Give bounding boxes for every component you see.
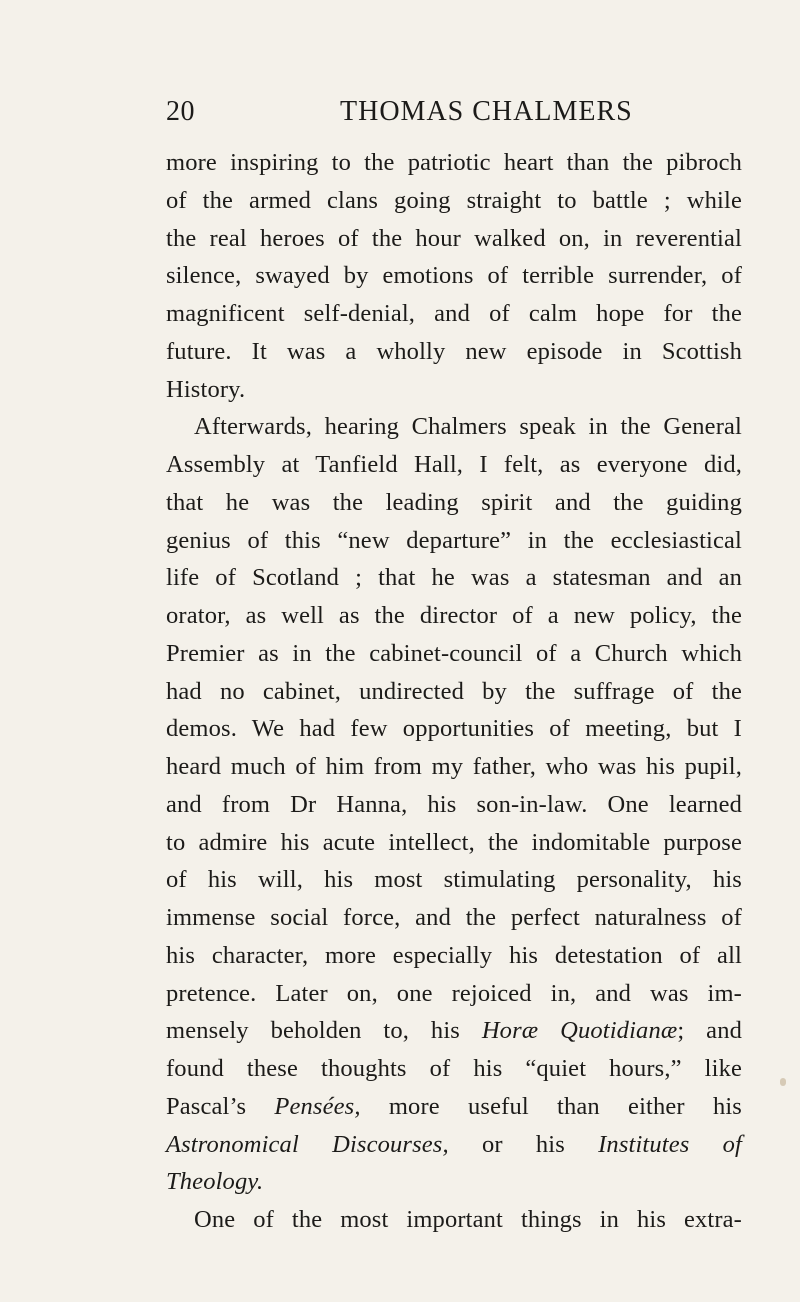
running-head xyxy=(0,96,800,136)
text-line: future. It was a wholly new episode in Scottish xyxy=(166,337,742,365)
text-line: that he was the leading spirit and the guiding xyxy=(166,488,742,516)
running-title: THOMAS CHALMERS xyxy=(340,96,633,127)
text-run: Pascal’s xyxy=(166,1092,275,1120)
text-line: life of Scotland ; that he was a statesman and an xyxy=(166,564,742,592)
text-line: of the armed clans going straight to battle ; while xyxy=(166,186,742,214)
text-line: the real heroes of the hour walked on, in reverential xyxy=(166,224,742,252)
text-line-with-title xyxy=(166,1012,742,1050)
text-line: Premier as in the cabinet-council of a Church which xyxy=(166,639,742,667)
text-line-with-title xyxy=(166,1126,742,1164)
text-run: ; and xyxy=(677,1017,742,1045)
text-line: magnificent self-denial, and of calm hope for the xyxy=(166,300,742,327)
text-line-with-title xyxy=(166,1088,742,1126)
text-line: his character, more especially his detestation of all xyxy=(166,941,742,969)
text-line: pretence. Later on, one rejoiced in, and was im- xyxy=(166,979,742,1007)
text-line: heard much of him from my father, who was his pupil, xyxy=(166,753,742,780)
book-title-theology: Theology. xyxy=(166,1168,264,1196)
paragraph-start-line: Afterwards, hearing Chalmers speak in the General xyxy=(194,413,742,441)
text-run: or his xyxy=(448,1130,599,1158)
book-title-astronomical: Astronomical Discourses, xyxy=(166,1130,449,1158)
text-line: genius of this “new departure” in the ecclesiastical xyxy=(166,526,742,554)
text-line: silence, swayed by emotions of terrible surrender, of xyxy=(166,262,742,290)
text-line: to admire his acute intellect, the indomitable purpose xyxy=(166,828,742,856)
text-run: mensely beholden to, his xyxy=(166,1017,482,1045)
text-line: of his will, his most stimulating personality, his xyxy=(166,866,742,894)
text-line: immense social force, and the perfect naturalness of xyxy=(166,904,742,931)
text-line-with-title xyxy=(166,1163,742,1201)
text-line: History. xyxy=(166,375,246,403)
text-line: found these thoughts of his “quiet hours,” like xyxy=(166,1055,742,1082)
text-line: more inspiring to the patriotic heart than the pibroch xyxy=(166,149,742,176)
text-line: demos. We had few opportunities of meeting, but I xyxy=(166,715,742,743)
body-text xyxy=(166,144,742,1239)
paper-blemish xyxy=(780,1078,786,1086)
paragraph-start-line: One of the most important things in his extra- xyxy=(194,1206,742,1233)
text-line: Assembly at Tanfield Hall, I felt, as everyone did, xyxy=(166,451,742,478)
text-line: had no cabinet, undirected by the suffrage of the xyxy=(166,677,742,705)
book-title-horae: Horæ Quotidianæ xyxy=(481,1017,678,1045)
book-title-institutes: Institutes of xyxy=(598,1130,743,1158)
text-line: orator, as well as the director of a new policy, the xyxy=(166,602,742,629)
text-run: more useful than either his xyxy=(360,1092,742,1120)
book-title-pensees: Pensées, xyxy=(274,1092,361,1120)
text-line: and from Dr Hanna, his son-in-law. One learned xyxy=(166,790,742,818)
page-number: 20 xyxy=(166,96,195,127)
